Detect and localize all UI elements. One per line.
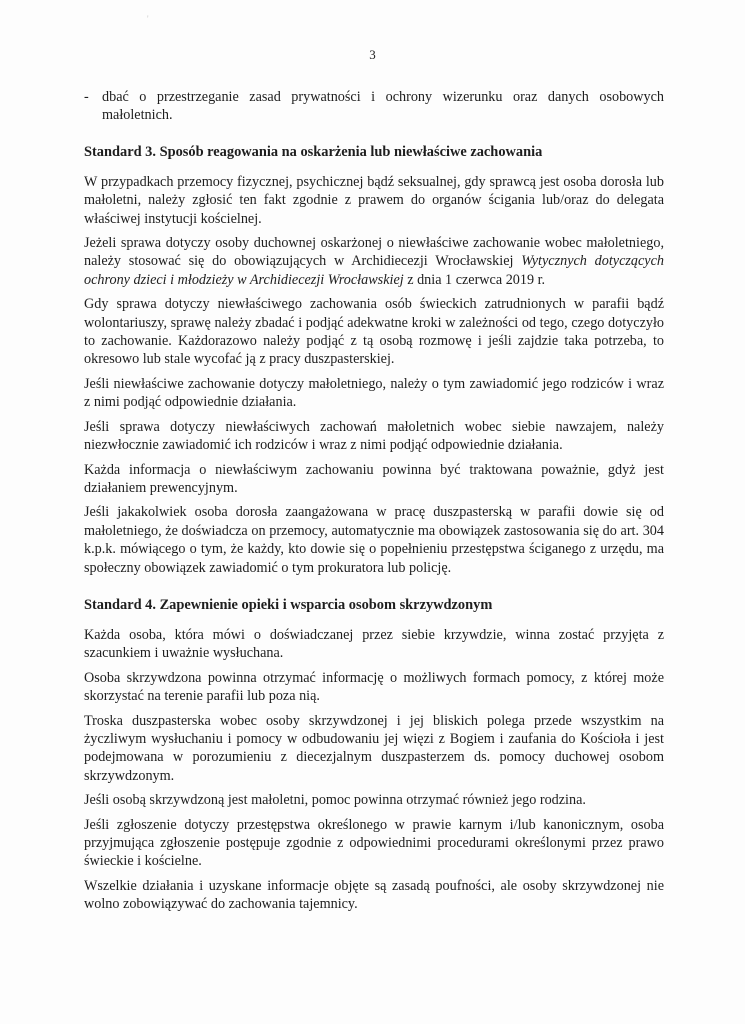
bullet-text: dbać o przestrzeganie zasad prywatności i ochrony wizerunku oraz danych osobowych małoletnich. [102,89,664,124]
section-heading: Standard 3. Sposób reagowania na oskarżenia lub niewłaściwe zachowania [84,143,543,160]
paragraph: W przypadkach przemocy fizycznej, psychicznej bądź seksualnej, gdy sprawcą jest osoba dorosła lub małoletni, należy zgłosić ten fakt zgodnie z prawem do organów ścigania lub/oraz do delegata właściwej instytucji kościelnej. [84,173,664,227]
paragraph: Jeśli jakakolwiek osoba dorosła zaangażowana w pracę duszpasterską w parafii dowie się od małoletniego, że doświadcza on przemocy, automatycznie ma obowiązek zastosowania się do art. 304 k.p.k. mówiącego o tym, że każdy, kto dowie się o popełnieniu przestępstwa ściganego z urzędu, ma społeczny obowiązek zawiadomić o tym prokuratora lub policję. [84,504,664,576]
section-standard-3 [84,143,664,577]
document-title-citation: Wytycznych dotyczących ochrony dzieci i młodzieży w Archidiecezji Wrocławskiej [84,253,664,288]
paragraph: Jeśli osobą skrzywdzoną jest małoletni, pomoc powinna otrzymać również jego rodzina. [84,792,586,809]
section-standard-4 [84,596,664,914]
paragraph: Troska duszpasterska wobec osoby skrzywdzonej i jej bliskich polega przede wszystkim na życzliwym wysłuchaniu i pomocy w odbudowaniu jej więzi z Bogiem i zaufania do Kościoła i jest podejmowana w porozumieniu z diecezjalnym duszpasterzem ds. pomocy duchowej osobom skrzywdzonym. [84,712,664,784]
page-number: 3 [369,47,376,62]
scan-speck: ' [147,14,149,24]
paragraph: Gdy sprawa dotyczy niewłaściwego zachowania osób świeckich zatrudnionych w parafii bądź wolontariuszy, sprawę należy zbadać i podjąć adekwatne kroki w zależności od tego, czego dotyczyło to zachowanie. Każdorazowo należy podjąć z tą osobą rozmowę i jeśli zajdzie taka potrzeba, to okresowo lub stale wycofać ją z pracy duszpasterskiej. [84,296,664,368]
paragraph: Każda informacja o niewłaściwym zachowaniu powinna być traktowana poważnie, gdyż jest działaniem prewencyjnym. [84,461,664,496]
paragraph-text: z dnia 1 czerwca 2019 r. [403,271,546,288]
paragraph: Jeśli sprawa dotyczy niewłaściwych zachowań małoletnich wobec siebie nawzajem, należy niezwłocznie zawiadomić ich rodziców i wraz z nimi podjąć odpowiednie działania. [84,418,664,454]
bullet-item [84,88,664,125]
section-heading: Standard 4. Zapewnienie opieki i wsparcia osobom skrzywdzonym [84,596,493,613]
bullet-marker: - [84,89,89,105]
page-content [84,88,664,933]
paragraph-text: Jeżeli sprawa dotyczy osoby duchownej oskarżonej o niewłaściwe zachowanie wobec małoletniego, należy stosować się do obowiązujących w Archidiecezji Wrocławskiej [84,235,664,270]
paragraph-with-citation [84,234,664,289]
paragraph: Osoba skrzywdzona powinna otrzymać informację o możliwych formach pomocy, z której może skorzystać na terenie parafii lub poza nią. [84,669,664,705]
paragraph: Jeśli niewłaściwe zachowanie dotyczy małoletniego, należy o tym zawiadomić jego rodziców i wraz z nimi podjąć odpowiednie działania. [84,375,664,411]
paragraph: Każda osoba, która mówi o doświadczanej przez siebie krzywdzie, winna zostać przyjęta z szacunkiem i uważnie wysłuchana. [84,626,664,662]
paragraph: Wszelkie działania i uzyskane informacje objęte są zasadą poufności, ale osoby skrzywdzonej nie wolno zobowiązywać do zachowania tajemnicy. [84,877,664,913]
paragraph: Jeśli zgłoszenie dotyczy przestępstwa określonego w prawie karnym i/lub kanonicznym, osoba przyjmująca zgłoszenie postępuje zgodnie z odpowiednimi procedurami określonymi przez prawo świeckie i kościelne. [84,816,664,870]
